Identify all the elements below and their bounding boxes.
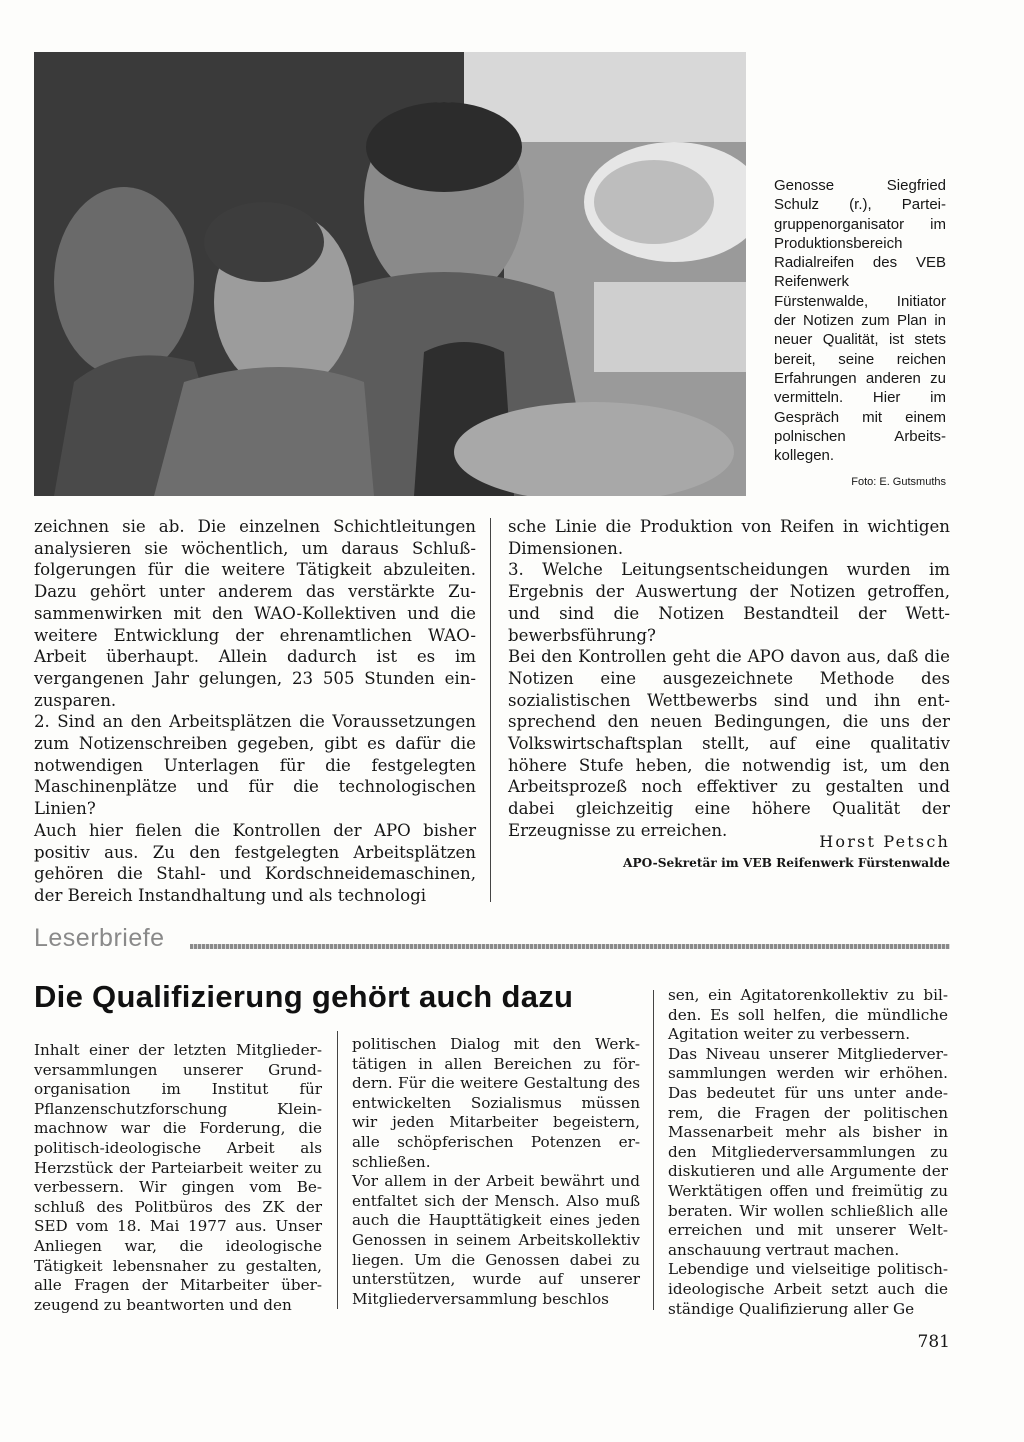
- article-paragraph: 3. Welche Leitungsentscheidungen wurden im Ergebnis der Auswertung der Notizen getroffen, und sind die Notizen Bestandteil der Wettbewerbsführung?: [508, 560, 950, 645]
- photo: [34, 52, 746, 496]
- letter-paragraph: sen, ein Agitatorenkollektiv zu bilden. Es soll helfen, die mündliche Agitation weiter zu verbessern.: [668, 986, 948, 1044]
- column-divider: [337, 1031, 338, 1309]
- letter-paragraph: Vor allem in der Arbeit bewährt und entfaltet sich der Mensch. Also muß auch die Haupttätigkeit eines jeden Genossen in seinem Arbeitskollektiv liegen. Um die Genossen dabei zu unterstützen, wurde auf unserer Mitgliederversammlung beschlos: [352, 1172, 640, 1308]
- column-divider: [653, 990, 654, 1310]
- letter-column-2: [352, 1035, 640, 1309]
- letter-paragraph: politischen Dialog mit den Werktätigen in allen Bereichen zu fördern. Für die weitere Gestaltung des entwickelten Sozialismus müssen wir jeden Mitarbeiter begeistern, alle schöpferischen Potenzen erschließen.: [352, 1035, 640, 1171]
- letter-headline: Die Qualifizierung gehört auch dazu: [34, 979, 574, 1014]
- letter-column-3: [668, 986, 948, 1319]
- photo-illustration: [34, 52, 746, 496]
- article-paragraph: Bei den Kontrollen geht die APO davon aus, daß die Notizen eine ausgezeichnete Methode des sozialistischen Wettbewerbs sind und ihn entsprechend den neuen Bedingungen, die uns der Volkswirtschaftsplan stellt, auf eine qualitativ höhere Stufe heben, die notwendig ist, um den Arbeitsprozeß noch effektiver zu gestalten und dabei gleichzeitig eine höhere Qualität der Erzeugnisse zu erreichen.: [508, 647, 950, 840]
- section-label: Leserbriefe: [34, 924, 165, 952]
- photo-caption: Genosse Siegfried Schulz (r.), Parteigruppenorganisator im Produktionsbereich Radialreifen des VEB Reifenwerk Fürstenwalde, Initiator der Notizen zum Plan in neuer Qualität, ist stets bereit, seine reichen Erfahrungen anderen zu vermitteln. Hier im Gespräch mit einem polnischen Arbeitskollegen.: [774, 177, 946, 465]
- letter-paragraph: Inhalt einer der letzten Mitgliederversammlungen unserer Grundorganisation im Institut für Pflanzenschutzforschung Kleinmachnow war die Forderung, die politisch-ideologische Arbeit als Herzstück der Parteiarbeit weiter zu verbessern. Wir gingen vom Beschluß des Politbüros des ZK der SED vom 18. Mai 1977 aus. Unser Anliegen war, die ideologische Tätigkeit lebensnaher zu gestalten, alle Fragen der Mitarbeiter überzeugend zu beantworten und den: [34, 1041, 322, 1314]
- article-paragraph: sche Linie die Produktion von Reifen in wichtigen Dimensionen.: [508, 517, 950, 558]
- photo-credit: Foto: E. Gutsmuths: [851, 476, 946, 488]
- article-author: Horst Petsch: [819, 832, 950, 851]
- article-column-2: [508, 516, 950, 842]
- article-paragraph: Auch hier fielen die Kontrollen der APO bisher positiv aus. Zu den festgelegten Arbeitsplätzen gehören die Stahl- und Kordschneidemaschinen, der Bereich Instandhaltung und als technologi: [34, 820, 476, 905]
- article-author-role: APO-Sekretär im VEB Reifenwerk Fürstenwalde: [622, 856, 950, 870]
- article-paragraph: zeichnen sie ab. Die einzelnen Schichtleitungen analysieren sie wöchentlich, um daraus Schlußfolgerungen für die weitere Tätigkeit abzuleiten. Dazu gehört unter anderem das verstärkte Zusammenwirken mit den WAO-Kollektiven und die weitere Entwicklung der ehrenamtlichen WAO-Arbeit überhaupt. Allein dadurch ist es im vergangenen Jahr gelungen, 23 505 Stunden einzusparen.: [34, 517, 476, 710]
- letter-paragraph: Lebendige und vielseitige politisch-ideologische Arbeit setzt auch die ständige Qualifizierung aller Ge: [668, 1260, 948, 1318]
- article-paragraph: 2. Sind an den Arbeitsplätzen die Voraussetzungen zum Notizenschreiben gegeben, gibt es dafür die notwendigen Unterlagen für die festgelegten Maschinenplätze und für die technologischen Linien?: [34, 712, 476, 819]
- column-divider: [490, 518, 491, 902]
- letter-column-1: [34, 1041, 322, 1315]
- page-number: 781: [917, 1332, 950, 1352]
- article-column-1: [34, 516, 476, 907]
- letter-paragraph: Das Niveau unserer Mitgliederversammlungen werden wir erhöhen. Das bedeutet für uns unter anderem, die Fragen der politischen Massenarbeit mehr als bisher in den Mitgliederversammlungen zu diskutieren und alle Argumente der Werktätigen offen und freimütig zu beraten. Wir wollen schließlich alle erreichen und mit unserer Weltanschauung vertraut machen.: [668, 1044, 948, 1259]
- section-rule: [190, 944, 950, 949]
